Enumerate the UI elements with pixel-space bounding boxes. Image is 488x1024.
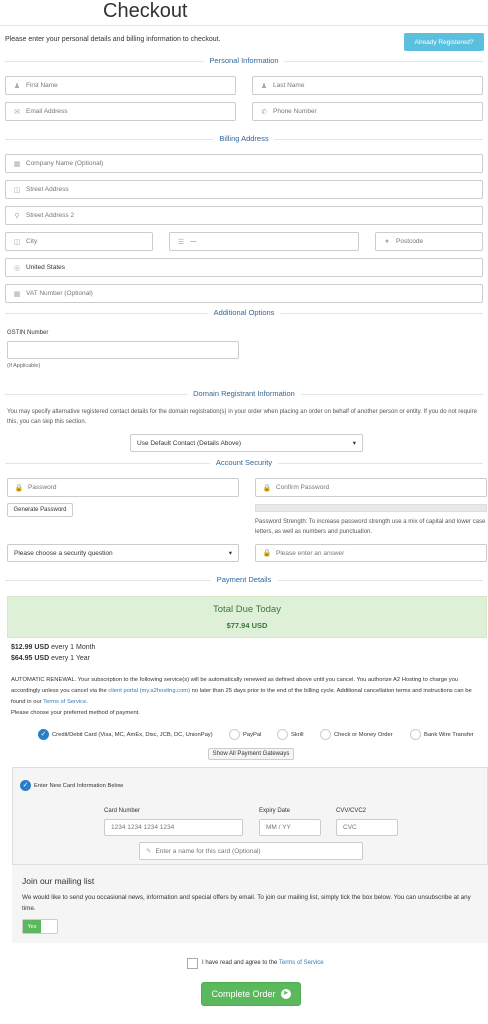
gstin-label: GSTIN Number (7, 330, 49, 336)
password-field[interactable] (7, 478, 239, 497)
last-name-field[interactable] (252, 76, 483, 95)
intro-text: Please enter your personal details and billing information to checkout. (5, 36, 221, 43)
complete-order-button[interactable] (201, 982, 301, 1006)
radio-icon (410, 729, 421, 740)
section-billing (5, 134, 483, 144)
placeholder: Please enter an answer (276, 549, 345, 557)
cvv-input[interactable] (336, 819, 398, 836)
tos-link[interactable]: Terms of Service (278, 960, 324, 966)
value: Use Default Contact (Details Above) (137, 439, 242, 447)
section-domain (5, 389, 483, 399)
street2-field[interactable] (5, 206, 483, 225)
security-answer-field[interactable] (255, 544, 487, 562)
payment-method-skrill[interactable] (277, 729, 304, 740)
payment-method-check[interactable] (320, 729, 393, 740)
price-amount: $12.99 USD (11, 644, 50, 651)
mailing-toggle[interactable] (22, 919, 58, 934)
radio-checked-icon: ✓ (20, 780, 31, 791)
country-select[interactable] (5, 258, 483, 277)
user-icon: ♟ (13, 82, 21, 90)
placeholder: Last Name (273, 82, 305, 89)
envelope-icon: ✉ (14, 108, 20, 116)
placeholder: Confirm Password (276, 484, 330, 491)
caret-down-icon: ▾ (228, 550, 232, 557)
globe-icon: ◎ (13, 264, 21, 272)
confirm-password-field[interactable] (255, 478, 487, 497)
tos-text (202, 960, 324, 966)
card-number-label: Card Number (104, 808, 141, 814)
password-strength-text: Password Strength: To increase password strength use a mix of capital and lower case letters, as well as numbers and punctuation. (255, 519, 486, 535)
email-field[interactable] (5, 102, 236, 121)
card-name-input[interactable] (139, 842, 363, 860)
placeholder: Phone Number (273, 108, 317, 115)
building-icon: ◫ (13, 186, 21, 194)
renewal-text-part: no later than 25 days prior to the end of the billing cycle. Additional cancellation terms and instructions can be found in our (11, 688, 472, 705)
price-monthly (11, 644, 95, 651)
header-divider (0, 25, 488, 26)
domain-contact-select[interactable] (130, 434, 363, 452)
card-number-input[interactable] (104, 819, 243, 836)
phone-icon: ✆ (261, 108, 267, 116)
map-signs-icon: ☰ (177, 238, 185, 246)
gstin-input[interactable] (7, 341, 239, 359)
placeholder: Company Name (Optional) (26, 160, 104, 167)
company-field[interactable] (5, 154, 483, 173)
already-registered-button[interactable]: Already Registered? (404, 33, 484, 51)
price-period: every 1 Year (51, 655, 91, 662)
total-due-box (7, 596, 487, 638)
section-title: Payment Details (211, 575, 278, 584)
new-card-option[interactable] (20, 780, 123, 791)
vat-field[interactable] (5, 284, 483, 303)
building-icon: ◫ (13, 238, 21, 246)
expiry-label: Expiry Date (259, 808, 291, 814)
renewal-text (11, 675, 485, 708)
payment-method-bank[interactable] (410, 729, 474, 740)
radio-checked-icon: ✓ (38, 729, 49, 740)
section-account (5, 458, 483, 468)
radio-icon (320, 729, 331, 740)
street1-field[interactable] (5, 180, 483, 199)
price-period: every 1 Month (51, 644, 96, 651)
radio-icon (229, 729, 240, 740)
section-title: Domain Registrant Information (187, 389, 301, 398)
placeholder: MM / YY (266, 824, 291, 831)
generate-password-button[interactable]: Generate Password (7, 503, 73, 517)
section-title: Additional Options (208, 308, 281, 317)
total-label: Total Due Today (213, 604, 281, 615)
page-title: Checkout (103, 0, 188, 22)
method-label: Bank Wire Transfer (424, 731, 474, 738)
show-all-gateways-button[interactable]: Show All Payment Gateways (208, 748, 294, 760)
placeholder: Password (28, 484, 57, 491)
placeholder: Email Address (26, 108, 68, 115)
lock-icon: 🔒 (14, 484, 24, 492)
mailing-title: Join our mailing list (22, 876, 95, 886)
new-card-label: Enter New Card Information Below (34, 782, 124, 789)
first-name-field[interactable] (5, 76, 236, 95)
caret-down-icon: ▾ (352, 440, 356, 447)
radio-icon (277, 729, 288, 740)
client-portal-link[interactable]: client portal (my.a2hosting.com) (108, 688, 191, 694)
renewal-text-part: AUTOMATIC RENEWAL. Your subscription to the following service(s) will be automatically renewed as defined above until you cancel. You authorize A2 Hosting to charge you accordingly unless you cancel via the (11, 677, 459, 694)
pencil-icon: ✎ (146, 848, 152, 855)
choose-method-text: Please choose your preferred method of payment. (11, 710, 140, 716)
toggle-on-label: Yes (23, 920, 41, 933)
method-label: PayPal (243, 731, 262, 738)
lock-icon: 🔒 (262, 550, 272, 557)
section-title: Personal Information (203, 56, 284, 65)
method-label: Credit/Debit Card (Visa, MC, AmEx, Disc, JCB, DC, UnionPay) (52, 731, 213, 738)
postcode-field[interactable] (375, 232, 483, 251)
value: United States (26, 264, 66, 271)
value: — (190, 238, 197, 245)
payment-method-card[interactable] (38, 729, 213, 740)
method-label: Check or Money Order (334, 731, 393, 738)
placeholder: 1234 1234 1234 1234 (111, 824, 175, 831)
city-field[interactable] (5, 232, 153, 251)
lock-icon: 🔒 (262, 484, 272, 492)
total-value: $77.94 USD (226, 621, 268, 630)
placeholder: First Name (26, 82, 58, 89)
building-icon: ▦ (13, 290, 21, 298)
certificate-icon: ● (384, 238, 390, 245)
placeholder: Street Address (26, 186, 69, 193)
price-yearly (11, 655, 90, 662)
method-label: Skrill (291, 731, 304, 738)
map-marker-icon: ⚲ (14, 212, 20, 220)
section-payment (5, 575, 483, 585)
payment-method-paypal[interactable] (229, 729, 261, 740)
gstin-hint: (If Applicable) (7, 363, 41, 369)
password-strength-bar (255, 504, 487, 512)
price-amount: $64.95 USD (11, 655, 50, 662)
mailing-text: We would like to send you occasional news, information and special offers by email. To join our mailing list, simply tick the box below. You can unsubscribe at any time. (22, 894, 471, 912)
domain-description: You may specify alternative registered contact details for the domain registration(s) in your order when placing an order on behalf of another person or entity. If you do not require this, you can skip this section. (7, 409, 477, 425)
renewal-tos-link[interactable]: Terms of Service (43, 699, 87, 705)
section-personal (5, 56, 483, 66)
renewal-text-part: . (86, 699, 88, 705)
placeholder: Street Address 2 (26, 212, 75, 219)
security-question-select[interactable] (7, 544, 239, 562)
cvv-label: CVV/CVC2 (336, 808, 367, 814)
state-field[interactable] (169, 232, 359, 251)
section-additional (5, 308, 483, 318)
user-icon: ♟ (260, 82, 268, 90)
expiry-input[interactable] (259, 819, 321, 836)
placeholder: Enter a name for this card (Optional) (155, 847, 261, 855)
section-title: Account Security (210, 458, 278, 467)
arrow-circle-right-icon: ➤ (281, 989, 291, 999)
placeholder: CVC (343, 824, 357, 831)
tos-label: I have read and agree to the (202, 960, 279, 966)
tos-checkbox[interactable] (187, 958, 198, 969)
section-title: Billing Address (213, 134, 274, 143)
value: Please choose a security question (14, 549, 113, 557)
building-icon: ▦ (13, 160, 21, 168)
placeholder: City (26, 238, 38, 245)
placeholder: Postcode (396, 238, 424, 245)
placeholder: VAT Number (Optional) (26, 290, 93, 297)
complete-order-label: Complete Order (211, 989, 276, 999)
phone-field[interactable] (252, 102, 483, 121)
